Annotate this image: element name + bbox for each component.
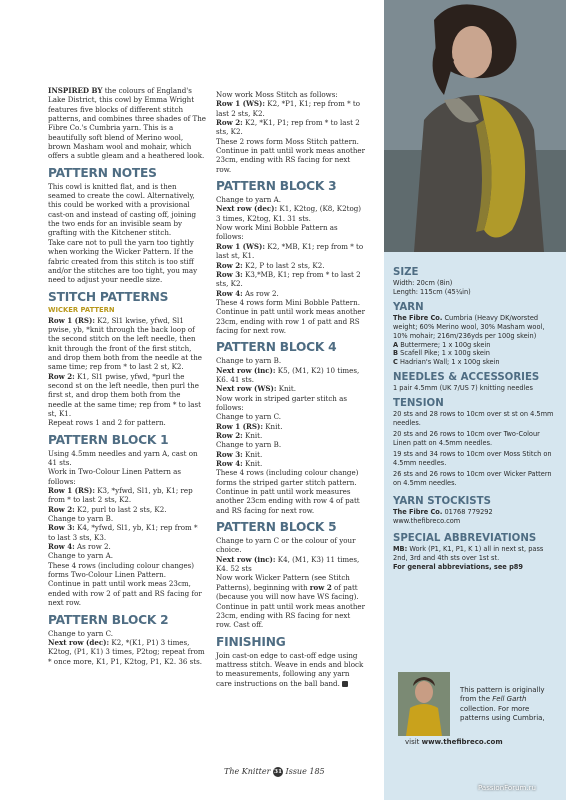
abbreviation-mb: MB: Work (P1, K1, P1, K 1) all in next st, pass 2nd, 3rd and 4th sts over 1st st. — [393, 545, 544, 563]
block-4-line: These 4 rows (including colour change) forms the striped garter stitch pattern. Continue in patt until work measures another 23cm ending with row 4 of patt and RS facing for next row. — [216, 468, 360, 515]
magazine-name: The Knitter — [224, 767, 271, 776]
block-3-line: Change to yarn A. — [216, 195, 281, 205]
wicker-pattern-subheading: WICKER PATTERN — [48, 305, 115, 314]
finishing-heading: FINISHING — [216, 634, 286, 649]
model-photo-illustration — [384, 0, 566, 252]
block-2-line: Change to yarn C. — [48, 628, 114, 638]
block-4-line: Change to yarn B. — [216, 356, 282, 366]
pattern-notes-heading: PATTERN NOTES — [48, 165, 157, 180]
block-5-next-row: Next row (inc): K4, (M1, K3) 11 times, K4. 52 sts — [216, 554, 360, 574]
left-column — [48, 86, 206, 666]
block-3-row-4: Row 4: As row 2. — [216, 288, 279, 298]
pattern-notes-p2: Take care not to pull the yarn too tightly when working the Wicker Pattern. If the fabric created from this stitch is too stiff and/or the stitches are too tight, you may need to adjust your needle size. — [48, 237, 198, 285]
block-2-next-row: Next row (dec): K2, *(K1, P1) 3 times, K2tog, (P1, K1) 3 times, P2tog; repeat from * once more, K1, P1, K2tog, P1, K2. 36 sts. — [48, 637, 205, 666]
intro-lead: INSPIRED BY — [48, 86, 103, 95]
intro-text: the colours of England's Lake District, this cowl by Emma Wright features five blocks of different stitch patterns, and combines three shades of The Fibre Co.'s Cumbria yarn. This is a beautifully soft blend of Merino wool, brown Masham wool and mohair, which offers a subtle gleam and a heathered look. — [48, 86, 206, 161]
block-2-heading: PATTERN BLOCK 2 — [48, 612, 169, 627]
block-1-line: Using 4.5mm needles and yarn A, cast on 41 sts. — [48, 448, 198, 467]
collection-promo — [398, 672, 558, 748]
promo-text: This pattern is originally from the Fell Garth collection. For more patterns using Cumbria, — [460, 686, 545, 723]
wicker-row-2: Row 2: K1, Sl1 pwise, yfwd, *purl the second st on the left needle, then purl the first st, and drop them both from the needle at the same time; rep from * to last st, K1. — [48, 371, 201, 418]
tension-1: 20 sts and 28 rows to 10cm over st st on 4.5mm needles. — [393, 410, 554, 428]
block-5-heading: PATTERN BLOCK 5 — [216, 520, 337, 535]
tension-4: 26 sts and 26 rows to 10cm over Wicker Pattern on 4.5mm needles. — [393, 469, 552, 487]
issue-number: Issue 185 — [285, 767, 325, 776]
block-3-next-row: Next row (dec): K1, K2tog, (K8, K2tog) 3 times, K2tog, K1. 31 sts. — [216, 204, 362, 223]
block-1-line: Change to yarn A. — [48, 551, 113, 561]
moss-line: Now work Moss Stitch as follows: — [216, 90, 338, 99]
block-3-heading: PATTERN BLOCK 3 — [216, 179, 337, 194]
moss-row-1: Row 1 (WS): K2, *P1, K1; rep from * to last 2 sts, K2. — [216, 99, 360, 118]
block-1-row-4: Row 4: As row 2. — [48, 542, 111, 552]
block-1-line: Change to yarn B. — [48, 514, 114, 524]
tension-3: 19 sts and 34 rows to 10cm over Moss Stitch on 4.5mm needles. — [393, 449, 552, 467]
watermark: PassionForum.ru — [478, 784, 536, 792]
stockists-heading: YARN STOCKISTS — [393, 496, 491, 508]
wicker-row-1: Row 1 (RS): K2, Sl1 kwise, yfwd, Sl1 pwise, yb, *knit through the back loop of the second stitch on the left needle, then knit through the front of the first stitch, and drop them both from the needle at the same time; rep from * to last 2 st, K2. — [48, 315, 202, 372]
block-1-heading: PATTERN BLOCK 1 — [48, 432, 169, 447]
block-3-row-1: Row 1 (WS): K2, *MB, K1; rep from * to last st, K1. — [216, 241, 364, 261]
intro-paragraph — [48, 86, 206, 161]
promo-photo — [398, 672, 450, 736]
tension-2: 20 sts and 26 rows to 10cm over Two-Colour Linen patt on 4.5mm needles. — [393, 429, 540, 447]
stockists-phone: The Fibre Co. 01768 779292 — [393, 508, 493, 517]
block-4-next-row: Next row (inc): K5, (M1, K2) 10 times, K6. 41 sts. — [216, 365, 360, 384]
block-4-row-4: Row 4: Knit. — [216, 459, 263, 469]
block-3-line: These 4 rows form Mini Bobble Pattern. Continue in patt until work meas another 23cm, ending with row 1 of patt and RS facing for next row. — [216, 297, 365, 335]
middle-column — [216, 90, 366, 688]
yarn-b: B Scafell Pike; 1 x 100g skein — [393, 349, 490, 358]
moss-row-2: Row 2: K2, *K1, P1; rep from * to last 2 sts, K2. — [216, 118, 360, 137]
block-4-line: Now work in striped garter stitch as follows: — [216, 393, 348, 412]
size-width: Width: 20cm (8in) — [393, 279, 453, 287]
promo-photo-illustration — [398, 672, 450, 736]
promo-url-link[interactable]: www.thefibreco.com — [421, 738, 503, 746]
sidebar-info — [393, 262, 557, 572]
block-1-row-2: Row 2: K2, purl to last 2 sts, K2. — [48, 504, 167, 514]
block-4-ws-row: Next row (WS): Knit. — [216, 384, 296, 394]
yarn-description: The Fibre Co. Cumbria (Heavy DK/worsted weight; 60% Merino wool, 30% Masham wool, 10% mohair; 216m/236yds per 100g skein) — [393, 313, 545, 340]
block-1-row-3: Row 3: K4, *yfwd, Sl1, yb, K1; rep from * to last 3 sts, K3. — [48, 523, 198, 542]
needles-heading: NEEDLES & ACCESSORIES — [393, 372, 540, 384]
block-4-line: Change to yarn B. — [216, 440, 282, 450]
block-5-line: Change to yarn C or the colour of your choice. — [216, 536, 356, 555]
block-4-line: Change to yarn C. — [216, 412, 282, 422]
wicker-repeat: Repeat rows 1 and 2 for pattern. — [48, 418, 166, 428]
block-3-row-2: Row 2: K2, P to last 2 sts, K2. — [216, 260, 325, 270]
page-number: 31 — [273, 769, 283, 775]
page-footer — [224, 767, 384, 777]
block-3-row-3: Row 3: K3,*MB, K1; rep from * to last 2 sts, K2. — [216, 269, 361, 289]
block-4-row-1: Row 1 (RS): Knit. — [216, 421, 283, 431]
size-heading: SIZE — [393, 267, 419, 278]
promo-visit: visit www.thefibreco.com — [405, 738, 503, 746]
model-photo — [384, 0, 566, 252]
block-4-row-3: Row 3: Knit. — [216, 449, 263, 459]
abbreviations-heading: SPECIAL ABBREVIATIONS — [393, 533, 537, 545]
tension-heading: TENSION — [393, 398, 444, 410]
yarn-heading: YARN — [393, 301, 424, 313]
yarn-a: A Buttermere; 1 x 100g skein — [393, 340, 491, 349]
stockists-web-link[interactable]: www.thefibreco.com — [393, 517, 461, 526]
moss-line: Continue in patt until work meas another 23cm, ending with RS facing for next row. — [216, 146, 365, 174]
block-4-heading: PATTERN BLOCK 4 — [216, 340, 337, 355]
block-1-row-1: Row 1 (RS): K3, *yfwd, Sl1, yb, K1; rep from * to last 2 sts, K2. — [48, 486, 193, 505]
yarn-c: C Hadrian's Wall; 1 x 100g skein — [393, 358, 500, 367]
block-5-line: Now work Wicker Pattern (see Stitch Patterns), beginning with row 2 of patt (because you will now have WS facing). — [216, 573, 359, 602]
pattern-notes-p1: This cowl is knitted flat, and is then seamed to create the cowl. Alternatively, this could be worked with a provisional cast-on and instead of casting off, joining the two ends for an invisible seam by grafting with the Kitchener stitch. — [48, 181, 197, 238]
end-mark-icon — [342, 681, 348, 687]
block-1-line: Work in Two-Colour Linen Pattern as follows: — [48, 467, 182, 486]
moss-line: These 2 rows form Moss Stitch pattern. — [216, 136, 359, 146]
stitch-patterns-heading: STITCH PATTERNS — [48, 289, 169, 304]
needles-text: 1 pair 4.5mm (UK 7/US 7) knitting needles — [393, 384, 533, 393]
finishing-text: Join cast-on edge to cast-off edge using mattress stitch. Weave in ends and block to measurements, following any yarn care instructions on the ball band. — [216, 650, 364, 688]
general-abbreviations: For general abbreviations, see p89 — [393, 563, 523, 572]
block-1-line: Continue in patt until work meas 23cm, ended with row 2 of patt and RS facing for next row. — [48, 579, 202, 608]
block-3-line: Now work Mini Bobble Pattern as follows: — [216, 223, 338, 242]
block-4-row-2: Row 2: Knit. — [216, 431, 263, 440]
block-5-line: Continue in patt until work meas another 23cm, ending with RS facing for next row. Cast off. — [216, 601, 365, 630]
block-1-line: These 4 rows (including colour changes) forms Two-Colour Linen Pattern. — [48, 560, 195, 580]
size-length: Length: 115cm (45¼in) — [393, 287, 471, 296]
